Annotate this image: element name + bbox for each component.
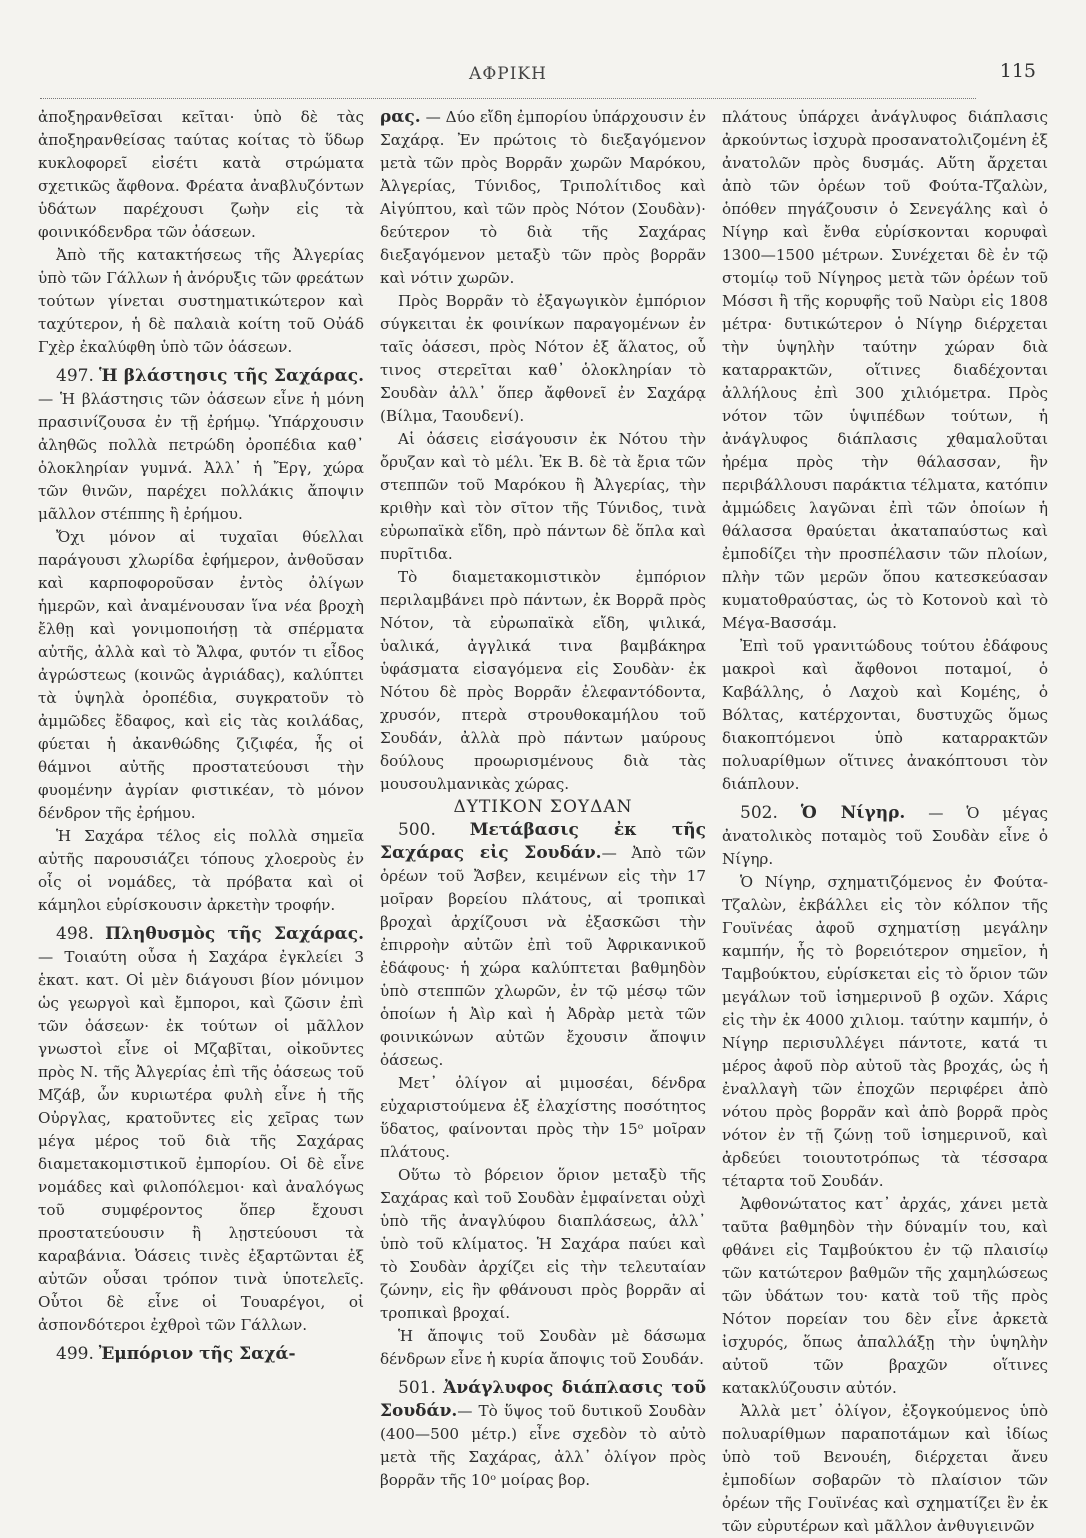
text-columns	[38, 106, 1048, 1535]
chapter-title: ΔΥΤΙΚΟΝ ΣΟΥΔΑΝ	[453, 797, 633, 817]
section-500	[380, 819, 706, 1072]
section-heading-continued: ρας.	[380, 107, 421, 127]
column-3	[722, 106, 1048, 1535]
paragraph: Μετ᾿ ὀλίγον αἱ μιμοσέαι, δένδρα εὐχαριστούμενα ἐξ ἐλαχίστης ποσότητος ὕδατος, φαίνονται πρὸς τὴν 15ᵒ μοῖραν πλάτους.	[380, 1074, 706, 1161]
section-text: — Τὸ ὕψος τοῦ δυτικοῦ Σουδὰν (400—500 μέτρ.) εἶνε σχεδὸν τὸ αὐτὸ μετὰ τῆς Σαχάρας, ἀλλ᾿ ὀλίγον πρὸς βορρᾶν τῆς 10ᵒ μοίρας βορ.	[380, 1402, 706, 1489]
section-text: — Ἡ βλάστησις τῶν ὀάσεων εἶνε ἡ μόνη πρασινίζουσα ἐν τῇ ἐρήμῳ. Ὑπάρχουσιν ἀληθῶς πολλὰ πετρώδη ὀροπέδια καθ᾿ ὁλοκληρίαν γυμνά. Ἀλλ᾿ ἡ Ἔργ, χώρα τῶν θινῶν, παρέχει πολλάκις ἄποψιν μᾶλλον στέππης ἢ ἐρήμου.	[38, 390, 364, 523]
section-text: — Δύο εἴδη ἐμπορίου ὑπάρχουσιν ἐν Σαχάρᾳ. Ἐν πρώτοις τὸ διεξαγόμενον μετὰ τῶν πρὸς Βορρᾶν χωρῶν Μαρόκου, Ἀλγερίας, Τύνιδος, Τριπολίτιδος καὶ Αἰγύπτου, καὶ τῶν πρὸς Νότον (Σουδὰν)· δεύτερον τὸ διὰ τῆς Σαχάρας διεξαγόμενον μεταξὺ τῶν πρὸς βορρᾶν καὶ νότιν χωρῶν.	[380, 108, 706, 287]
paragraph: Ὄχι μόνον αἱ τυχαῖαι θύελλαι παράγουσι χλωρίδα ἐφήμερον, ἀνθοῦσαν καὶ καρποφοροῦσαν ἐντὸς ὀλίγων ἡμερῶν, καὶ ἀναμένουσαν ἵνα νέα βροχὴ ἔλθῃ καὶ γονιμοποιήσῃ τὰ σπέρματα αὐτῆς, ἀλλὰ καὶ τὸ Ἄλφα, φυτόν τι εἶδος ἀγρώστεως (κοινῶς ἀγριάδας), καλύπτει τὰ ὑψηλὰ ὀροπέδια, συγκρατοῦν τὸ ἀμμῶδες ἔδαφος, καὶ εἰς τὰς κοιλάδας, φύεται ἡ ἀκανθώδης ζιζιφέα, ἧς οἱ θάμνοι αὐτῆς προστατεύουσι τὴν φυομένην ἀγρίαν φιστικέαν, τὸ μόνον δένδρον τῆς ἐρήμου.	[38, 528, 364, 822]
section-number: 500.	[398, 820, 436, 840]
page-header	[40, 58, 1036, 99]
section-text: — Ὁ μέγας ἀνατολικὸς ποταμὸς τοῦ Σουδὰν εἶνε ὁ Νίγηρ.	[722, 804, 1048, 868]
paragraph: Τὸ διαμετακομιστικὸν ἐμπόριον περιλαμβάνει πρὸ πάντων, ἐκ Βορρᾶ πρὸς Νότον, τὰ εὐρωπαϊκὰ εἴδη, ψιλικά, ὑαλικά, ἀγγλικά τινα βαμβάκηρα ὑφάσματα εἰσαγόμενα εἰς Σουδὰν· ἐκ Νότου δὲ πρὸς Βορρᾶν ἐλεφαντόδοντα, χρυσόν, πτερὰ στρουθοκαμήλου τοῦ Σουδάν, ἀλλὰ πρὸ πάντων μαύρους δούλους προωρισμένους διὰ τὰς μουσουλμανικὰς χώρας.	[380, 568, 706, 793]
section-heading: Μετάβασις ἐκ τῆς Σαχάρας εἰς Σουδάν.	[380, 820, 706, 863]
paragraph: πλάτους ὑπάρχει ἀνάγλυφος διάπλασις ἀρκούντως ἰσχυρὰ προσανατολιζομένη ἐξ ἀνατολῶν πρὸς δυσμάς. Αὕτη ἄρχεται ἀπὸ τῶν ὀρέων τοῦ Φούτα-Τζαλὼν, ὁπόθεν πηγάζουσιν ὁ Σενεγάλης καὶ ὁ Νίγηρ καὶ ἔνθα εὑρίσκονται κορυφαὶ 1300—1500 μέτρων. Συνέχεται δὲ ἐν τῷ στομίῳ τοῦ Νίγηρος μετὰ τῶν ὀρέων τοῦ Μόσσι ἢ τῆς κορυφῆς τοῦ Ναὺρι εἰς 1808 μέτρα· δυτικώτερον ὁ Νίγηρ διέρχεται τὴν ὑψηλὴν ταύτην χώραν διὰ καταρρακτῶν, οἵτινες διαδέχονται ἀλλήλους ἐπὶ 300 χιλιόμετρα. Πρὸς νότον τῶν ὑψιπέδων τούτων, ἡ ἀνάγλυφος διάπλασις χθαμαλοῦται ἠρέμα πρὸς τὴν θάλασσαν, ἣν περιβάλλουσι παράκτια τέλματα, κατόπιν ἀμμώδεις λαγῶναι ἐπὶ τῶν ὁποίων ἡ θάλασσα θραύεται ἀκαταπαύστως καὶ ἐμποδίζει τὴν προσπέλασιν τῶν πλοίων, πλὴν τῶν μερῶν ὅπου κατεσκεύασαν κυματοθραύστας, ὡς τὸ Κοτονοὺ καὶ τὸ Μέγα-Βασσάμ.	[722, 108, 1048, 632]
section-number: 499.	[56, 1344, 94, 1364]
running-title: ΑΦΡΙΚΗ	[469, 64, 547, 84]
paragraph: Πρὸς Βορρᾶν τὸ ἐξαγωγικὸν ἐμπόριον σύγκειται ἐκ φοινίκων παραγομένων ἐν ταῖς ὀάσεσι, πρὸς Νότον ἐξ ἅλατος, οὗ τινος στερεῖται καθ᾿ ὁλοκληρίαν τὸ Σουδὰν ἀλλ᾿ ὅπερ ἄφθονεῖ ἐν Σαχάρᾳ (Βίλμα, Ταουδενί).	[380, 292, 706, 425]
page-number: 115	[999, 60, 1036, 82]
section-number: 497.	[56, 366, 94, 386]
section-heading: Ἐμπόριον τῆς Σαχά-	[98, 1344, 296, 1364]
section-heading: Ἀνάγλυφος διάπλασις τοῦ Σουδάν.	[380, 1378, 706, 1421]
column-1	[38, 106, 364, 1486]
section-text: — Ἀπὸ τῶν ὀρέων τοῦ Ἄσβεν, κειμένων εἰς τὴν 17 μοῖραν βορείου πλάτους, αἱ τροπικαὶ βροχαὶ ἀρχίζουσι νὰ ἐξασκῶσι τὴν ἐπιρροὴν αὐτῶν ἐπὶ τοῦ Ἀφρικανικοῦ ἐδάφους· ἡ χώρα καλύπτεται βαθμηδὸν ὑπὸ στεππῶν χλωρῶν, ἐν τῷ μέσῳ τῶν ὁποίων ἡ Ἀὶρ καὶ ἡ Ἀδρὰρ μετὰ τῶν φοινικώνων αὐτῶν ἔχουσιν ἄποψιν ὀάσεως.	[380, 844, 706, 1069]
paragraph: ἀποξηρανθεῖσαι κεῖται· ὑπὸ δὲ τὰς ἀποξηρανθείσας ταύτας κοίτας τὸ ὕδωρ κυκλοφορεῖ εἰσέτι κατὰ στρώματα σχετικῶς ἄφθονα. Φρέατα ἀναβλυζόντων ὑδάτων παρέχουσι ζωὴν εἰς τὰ φοινικόδενδρα τῶν ὀάσεων.	[38, 108, 364, 241]
paragraph: Ἡ Σαχάρα τέλος εἰς πολλὰ σημεῖα αὐτῆς παρουσιάζει τόπους χλοεροὺς ἐν οἷς οἱ νομάδες, τὰ πρόβατα καὶ οἱ κάμηλοι εὑρίσκουσιν ἀρκετὴν τροφήν.	[38, 827, 364, 914]
section-heading: Ὁ Νίγηρ.	[800, 803, 906, 823]
section-502	[722, 802, 1048, 871]
section-number: 501.	[398, 1378, 436, 1398]
paragraph: Ἀλλὰ μετ᾿ ὀλίγον, ἐξογκούμενος ὑπὸ πολυαρίθμων παραποτάμων καὶ ἰδίως ὑπὸ τοῦ Βενουέη, διέρχεται ἄνευ ἐμποδίων σοβαρῶν τὸ πλαίσιον τῶν ὀρέων τῆς Γουϊνέας καὶ σχηματίζει ἓν ἐκ τῶν εὐρυτέρων καὶ μᾶλλον ἀνθυγιεινῶν	[722, 1402, 1048, 1535]
section-heading: Ἡ βλάστησις τῆς Σαχάρας.	[98, 366, 365, 386]
section-498	[38, 923, 364, 1337]
paragraph: Ἡ ἄποψις τοῦ Σουδὰν μὲ δάσωμα δένδρων εἶνε ἡ κυρία ἄποψις τοῦ Σουδάν.	[380, 1327, 706, 1368]
paragraph: Ὁ Νίγηρ, σχηματιζόμενος ἐν Φούτα-Τζαλὼν, ἐκβάλλει εἰς τὸν κόλπον τῆς Γουϊνέας ἀφοῦ σχηματίσῃ μεγάλην καμπήν, ἧς τὸ βορειότερον σημεῖον, ἡ Ταμβούκτου, εὑρίσκεται εἰς τὸ ὅριον τῶν μεγάλων τοῦ ἰσημερινοῦ β οχῶν. Χάρις εἰς τὴν ἐκ 4000 χιλιομ. ταύτην καμπήν, ὁ Νίγηρ περισυλλέγει πάντοτε, κατά τι μέρος ἀφοῦ πὸρ αὐτοῦ τὰς βροχάς, ὡς ἡ ἐναλλαγὴ τῶν ἐποχῶν περιφέρει ἀπὸ νότου πρὸς βορρᾶν καὶ ἀπὸ βορρᾶ πρὸς νότον ἐν τῇ ζώνῃ τοῦ ἰσημερινοῦ, καὶ ἀρδεύει τοιουτοτρόπως τὰ τέσσαρα τέταρτα τοῦ Σουδάν.	[722, 873, 1048, 1190]
paragraph: Οὕτω τὸ βόρειον ὅριον μεταξὺ τῆς Σαχάρας καὶ τοῦ Σουδὰν ἐμφαίνεται οὐχὶ ὑπὸ τῆς ἀναγλύφου διαπλάσεως, ἀλλ᾿ ὑπὸ τοῦ κλίματος. Ἡ Σαχάρα παύει καὶ τὸ Σουδὰν ἀρχίζει εἰς τὴν τελευταίαν ζώνην, εἰς ἣν φθάνουσι πρὸς βορρᾶν αἱ τροπικαὶ βροχαί.	[380, 1166, 706, 1322]
section-497	[38, 365, 364, 526]
section-heading: Πληθυσμὸς τῆς Σαχάρας.	[105, 924, 364, 944]
paragraph: Ἀφθονώτατος κατ᾿ ἀρχάς, χάνει μετὰ ταῦτα βαθμηδὸν τὴν δύναμίν του, καὶ φθάνει εἰς Ταμβούκτου ἐν τῷ πλαισίῳ τῶν κατώτερον βαθμῶν τῆς χαμηλώσεως τῶν ὑδάτων του· κατὰ τοῦ τῆς πρὸς Νότον πορείαν του δὲν εἶνε ἀρκετὰ ἰσχυρός, ὅπως ἀπαλλάξῃ τὴν ὑψηλὴν αὐτοῦ τῶν βραχῶν οἵτινες κατακλύζουσιν αὐτόν.	[722, 1195, 1048, 1397]
section-text: — Τοιαύτη οὖσα ἡ Σαχάρα ἐγκλείει 3 ἑκατ. κατ. Οἱ μὲν διάγουσι βίον μόνιμον ὡς γεωργοὶ καὶ ἔμποροι, καὶ ζῶσιν ἐπὶ τῶν ὀάσεων· ἐκ τούτων οἱ μᾶλλον γνωστοὶ εἶνε οἱ Μζαβῖται, οἰκοῦντες πρὸς Ν. τῆς Ἀλγερίας ἐπὶ τῆς ὀάσεως τοῦ Μζάβ, ὧν κυριωτέρα φυλὴ εἶνε ἡ τῆς Οὐργλας, κρατοῦντες εἰς χεῖρας των μέγα μέρος τοῦ διὰ τῆς Σαχάρας διαμετακομιστικοῦ ἐμπορίου. Οἱ δὲ εἶνε νομάδες καὶ φιλοπόλεμοι· καὶ ἀναλόγως τοῦ συμφέροντος ὅπερ ἔχουσι προστατεύουσιν ἢ λῃστεύουσι τὰ καραβάνια. Ὀάσεις τινὲς ἐξαρτῶνται ἐξ αὐτῶν οὖσαι τρόπον τινὰ ὑποτελεῖς. Οὗτοι δὲ εἶνε οἱ Τουαρέγοι, οἱ ἀσπονδότεροι ἐχθροὶ τῶν Γάλλων.	[38, 948, 364, 1334]
section-499	[38, 1343, 364, 1366]
column-2	[380, 106, 706, 1489]
paragraph: Αἱ ὀάσεις εἰσάγουσιν ἐκ Νότου τὴν ὄρυζαν καὶ τὸ μέλι. Ἐκ Β. δὲ τὰ ἔρια τῶν στεππῶν τοῦ Μαρόκου ἢ Ἀλγερίας, τὴν κριθὴν καὶ τὸν σῖτον τῆς Τύνιδος, τινὰ εὐρωπαϊκὰ εἴδη, πρὸ πάντων δὲ ὅπλα καὶ πυρῖτιδα.	[380, 430, 706, 563]
section-number: 498.	[56, 924, 94, 944]
paragraph: Ἀπὸ τῆς κατακτήσεως τῆς Ἀλγερίας ὑπὸ τῶν Γάλλων ἡ ἀνόρυξις τῶν φρεάτων τούτων γίνεται συστηματικώτερον καὶ ταχύτερον, ἡ δὲ παλαιὰ κοίτη τοῦ Οὐάδ Γχὲρ ἐκαλύφθη ὑπὸ τῶν ὀάσεων.	[38, 246, 364, 356]
section-501	[380, 1377, 706, 1492]
paragraph: Ἐπὶ τοῦ γρανιτώδους τούτου ἐδάφους μακροὶ καὶ ἄφθονοι ποταμοί, ὁ Καβάλλης, ὁ Λαχοὺ καὶ Κομέης, ὁ Βόλτας, κατέρχονται, δυστυχῶς ὅμως διακοπτόμενοι ὑπὸ καταρρακτῶν πολυαρίθμων οἵτινες ἀνακόπτουσι τὸν διάπλουν.	[722, 637, 1048, 793]
section-499-continued	[380, 106, 706, 290]
section-number: 502.	[740, 803, 778, 823]
